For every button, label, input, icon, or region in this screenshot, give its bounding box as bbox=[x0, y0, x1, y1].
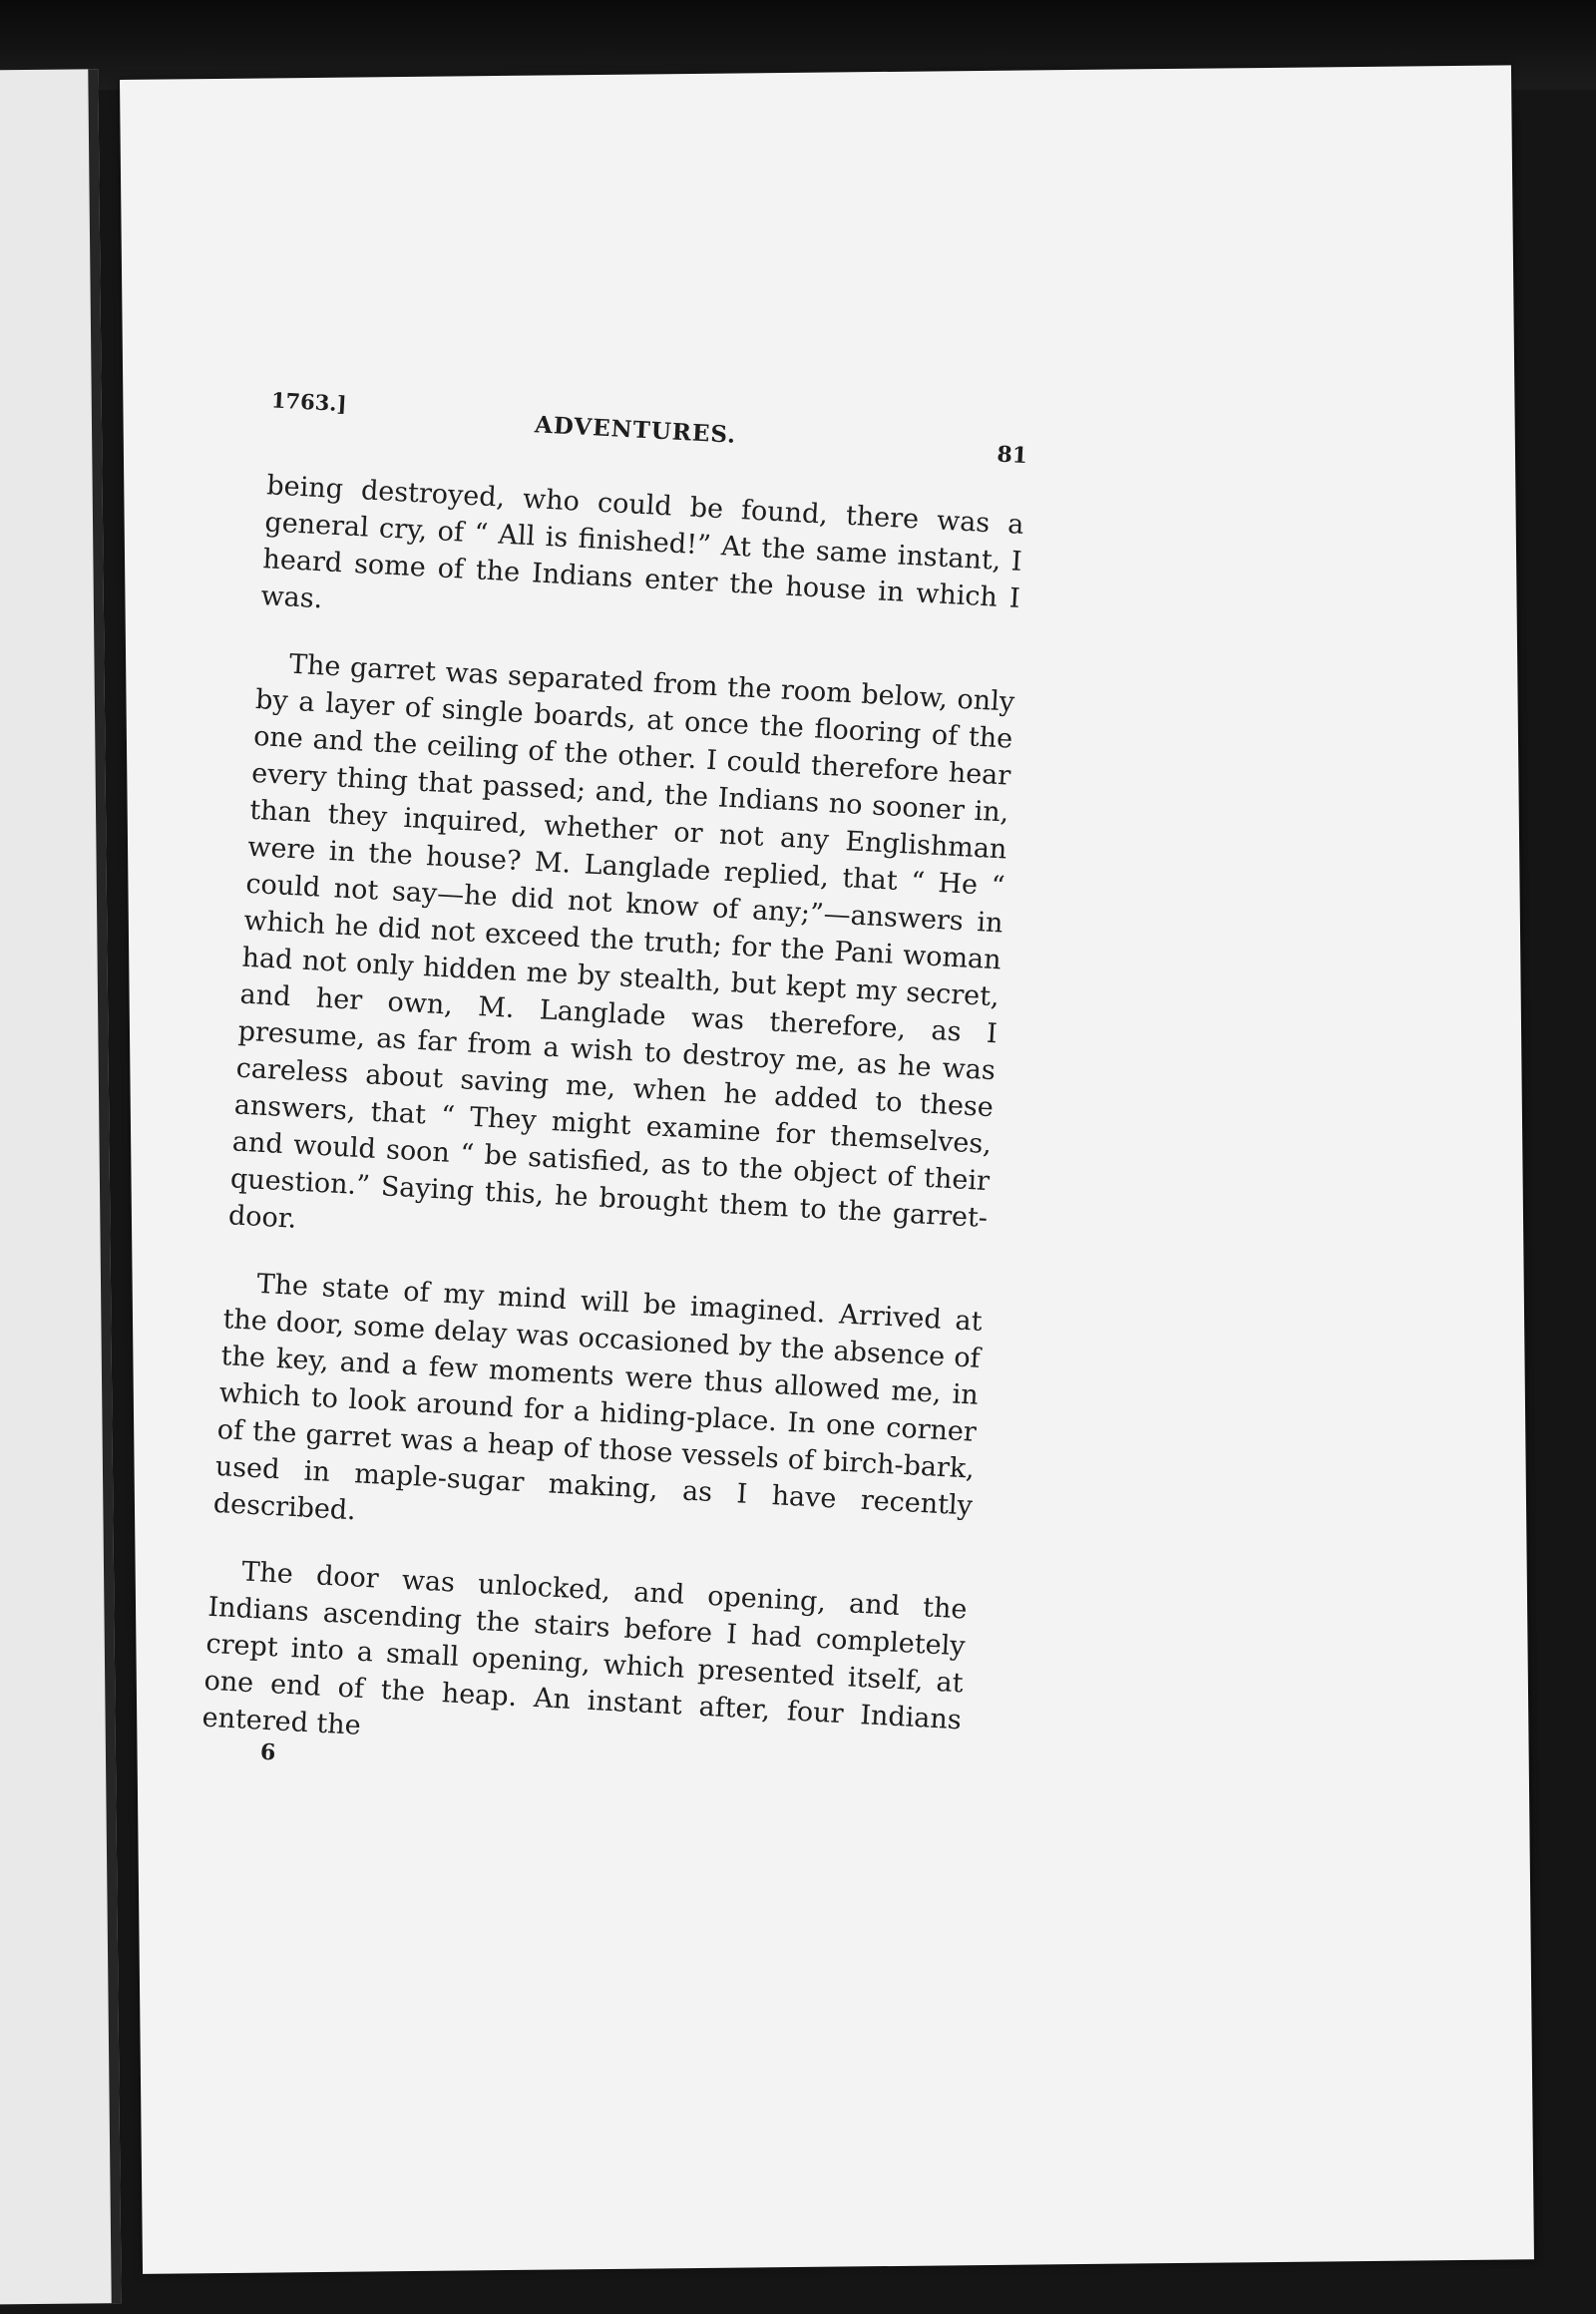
text-block bbox=[200, 377, 1029, 1801]
paragraph: The door was unlocked, and opening, and the Indians ascending the stairs before I had completely crept into a small opening, which presented itself, at one end of the heap. An instant after, four Indians entered the bbox=[200, 1556, 969, 1741]
signature-mark: 6 bbox=[259, 1738, 276, 1766]
running-head-title: ADVENTURES. bbox=[534, 411, 737, 449]
page-number: 81 bbox=[996, 441, 1028, 470]
running-head-year: 1763.] bbox=[270, 387, 348, 417]
paragraph: The state of my mind will be imagined. Arrived at the door, some delay was occasioned by the absence of the key, and a few moments were thus allowed me, in which to look around for a hiding-place. In one corner of the garret was a heap of those vessels of birch-bark, used in maple-sugar making, as I have recently described. bbox=[212, 1268, 984, 1527]
book-page bbox=[120, 65, 1534, 2273]
paragraph: The garret was separated from the room below, only by a layer of single boards, at once the flooring of the one and the ceiling of the other. I could therefore hear every thing that passed; and, the Indians no sooner in, than they inquired, whether or not any Englishman were in the house? M. Langlade replied, that “ He “ could not say—he did not know of any;”—answers in which he did not exceed the truth; for the Pani woman had not only hidden me by stealth, but kept my secret, and her own, M. Langlade was therefore, as I presume, as far from a wish to destroy me, as he was careless about saving me, when he added to these answers, that “ They might examine for themselves, and would soon “ be satisfied, as to the object of their question.” Saying this, he brought them to the garret-door. bbox=[227, 648, 1015, 1235]
paragraph: being destroyed, who could be found, there was a general cry, of “ All is finished!” At the same instant, I heard some of the Indians enter the house in which I was. bbox=[259, 470, 1025, 615]
facing-page-edge bbox=[0, 69, 122, 2304]
